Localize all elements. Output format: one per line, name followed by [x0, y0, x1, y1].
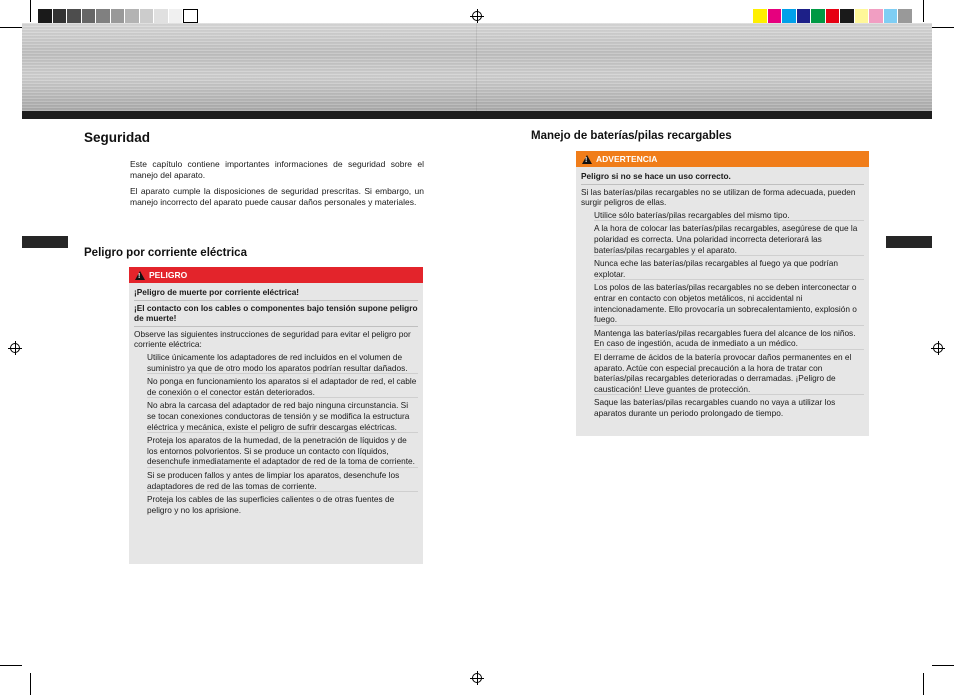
danger-item: Utilice únicamente los adaptadores de red incluidos en el volumen de suministro ya que de otro modo los aparatos podrían resultar dañados.	[147, 351, 408, 373]
color-swatch	[53, 9, 68, 23]
subsection-title: Peligro por corriente eléctrica	[84, 247, 247, 259]
danger-item: Proteja los aparatos de la humedad, de la penetración de líquidos y de los entornos polvorientos. Si se produce un contacto con líquidos, desenchufe inmediatamente el adaptador de red de la toma de corriente.	[147, 432, 418, 467]
color-swatch	[183, 9, 198, 23]
warning-box	[576, 151, 869, 436]
warning-item: Los polos de las baterías/pilas recargables no se deben interconectar o entrar en contacto con objetos metálicos, ni accidental ni intencionadamente. Ello provocaría un sobrecalentamiento, explosión o fuego.	[594, 279, 864, 324]
color-swatch-bar	[753, 9, 913, 23]
color-swatch	[753, 9, 768, 23]
warning-label: ADVERTENCIA	[596, 153, 658, 164]
page-fold	[476, 23, 477, 111]
header-band	[22, 23, 932, 111]
color-swatch	[125, 9, 140, 23]
color-swatch	[140, 9, 155, 23]
color-swatch	[811, 9, 826, 23]
color-swatch	[154, 9, 169, 23]
danger-item: No abra la carcasa del adaptador de red bajo ninguna circunstancia. Si se tocan conexiones conductoras de tensión y se modifica la estructura eléctrica y mecánica, existe el peligro de sufrir descargas eléctricas.	[147, 397, 418, 432]
intro-paragraph: El aparato cumple la disposiciones de seguridad prescritas. Si embargo, un manejo incorrecto del aparato puede causar daños personales y materiales.	[130, 186, 424, 207]
danger-label: PELIGRO	[149, 269, 188, 280]
color-swatch	[826, 9, 841, 23]
color-swatch	[884, 9, 899, 23]
warning-item: A la hora de colocar las baterías/pilas recargables, asegúrese de que la polaridad es correcta. Una polaridad incorrecta deteriorará las baterías/pilas recargables y el aparato.	[594, 220, 864, 255]
warning-header	[576, 151, 869, 167]
crop-mark	[30, 673, 31, 695]
color-swatch	[797, 9, 812, 23]
color-swatch	[768, 9, 783, 23]
warning-heading: Peligro si no se hace un uso correcto.	[581, 171, 731, 181]
color-swatch	[855, 9, 870, 23]
registration-mark-icon	[10, 343, 20, 353]
crop-mark	[923, 673, 924, 695]
color-swatch	[869, 9, 884, 23]
warning-triangle-icon	[135, 271, 145, 280]
danger-item: Proteja los cables de las superficies calientes o de otras fuentes de peligro y no los aprisione.	[147, 491, 418, 515]
color-swatch	[82, 9, 97, 23]
header-rule	[22, 111, 932, 119]
danger-lead: Observe las siguientes instrucciones de seguridad para evitar el peligro por corriente eléctrica:	[134, 328, 411, 350]
crop-mark	[923, 0, 924, 22]
registration-mark-icon	[472, 673, 482, 683]
warning-item: Nunca eche las baterías/pilas recargables al fuego ya que podrían explotar.	[594, 255, 864, 279]
section-title: Manejo de baterías/pilas recargables	[531, 130, 732, 142]
warning-item: Utilice sólo baterías/pilas recargables del mismo tipo.	[594, 209, 790, 220]
color-swatch	[67, 9, 82, 23]
color-swatch	[898, 9, 913, 23]
warning-triangle-icon	[582, 155, 592, 164]
danger-item: Si se producen fallos y antes de limpiar los aparatos, desenchufe los adaptadores de red de las tomas de corriente.	[147, 467, 418, 491]
crop-mark	[30, 0, 31, 22]
crop-mark	[0, 27, 22, 28]
warning-item: Mantenga las baterías/pilas recargables fuera del alcance de los niños. En caso de ingestión, acuda de inmediato a un médico.	[594, 325, 864, 349]
color-swatch	[169, 9, 184, 23]
registration-mark-icon	[472, 11, 482, 21]
crop-mark	[0, 665, 22, 666]
intro-text	[130, 159, 424, 213]
registration-mark-icon	[933, 343, 943, 353]
color-swatch	[111, 9, 126, 23]
intro-paragraph: Este capítulo contiene importantes informaciones de seguridad sobre el manejo del aparato.	[130, 159, 424, 180]
danger-heading: ¡Peligro de muerte por corriente eléctrica!	[134, 287, 300, 297]
danger-box	[129, 267, 423, 564]
warning-item: El derrame de ácidos de la batería provocar daños permanentes en el aparato. Actúe con especial precaución a la hora de tratar con baterías/pilas recargables deterioradas o derramadas. ¡Peligro de causticación! Lleve guantes de protección.	[594, 349, 864, 394]
color-swatch	[38, 9, 53, 23]
warning-lead: Si las baterías/pilas recargables no se utilizan de forma adecuada, pueden surgir peligros de ellas.	[581, 186, 856, 208]
page-tab-right	[886, 236, 932, 248]
warning-item: Saque las baterías/pilas recargables cuando no vaya a utilizar los aparatos durante un periodo prolongado de tiempo.	[594, 394, 864, 418]
section-title: Seguridad	[84, 130, 151, 145]
gray-swatch-bar	[38, 9, 198, 23]
danger-item: No ponga en funcionamiento los aparatos si el adaptador de red, el cable de conexión o el conector están deteriorados.	[147, 373, 418, 397]
danger-heading: ¡El contacto con los cables o componentes bajo tensión supone peligro de muerte!	[134, 302, 418, 324]
color-swatch	[96, 9, 111, 23]
crop-mark	[932, 665, 954, 666]
crop-mark	[932, 27, 954, 28]
danger-header	[129, 267, 423, 283]
color-swatch	[782, 9, 797, 23]
page-tab-left	[22, 236, 68, 248]
color-swatch	[840, 9, 855, 23]
